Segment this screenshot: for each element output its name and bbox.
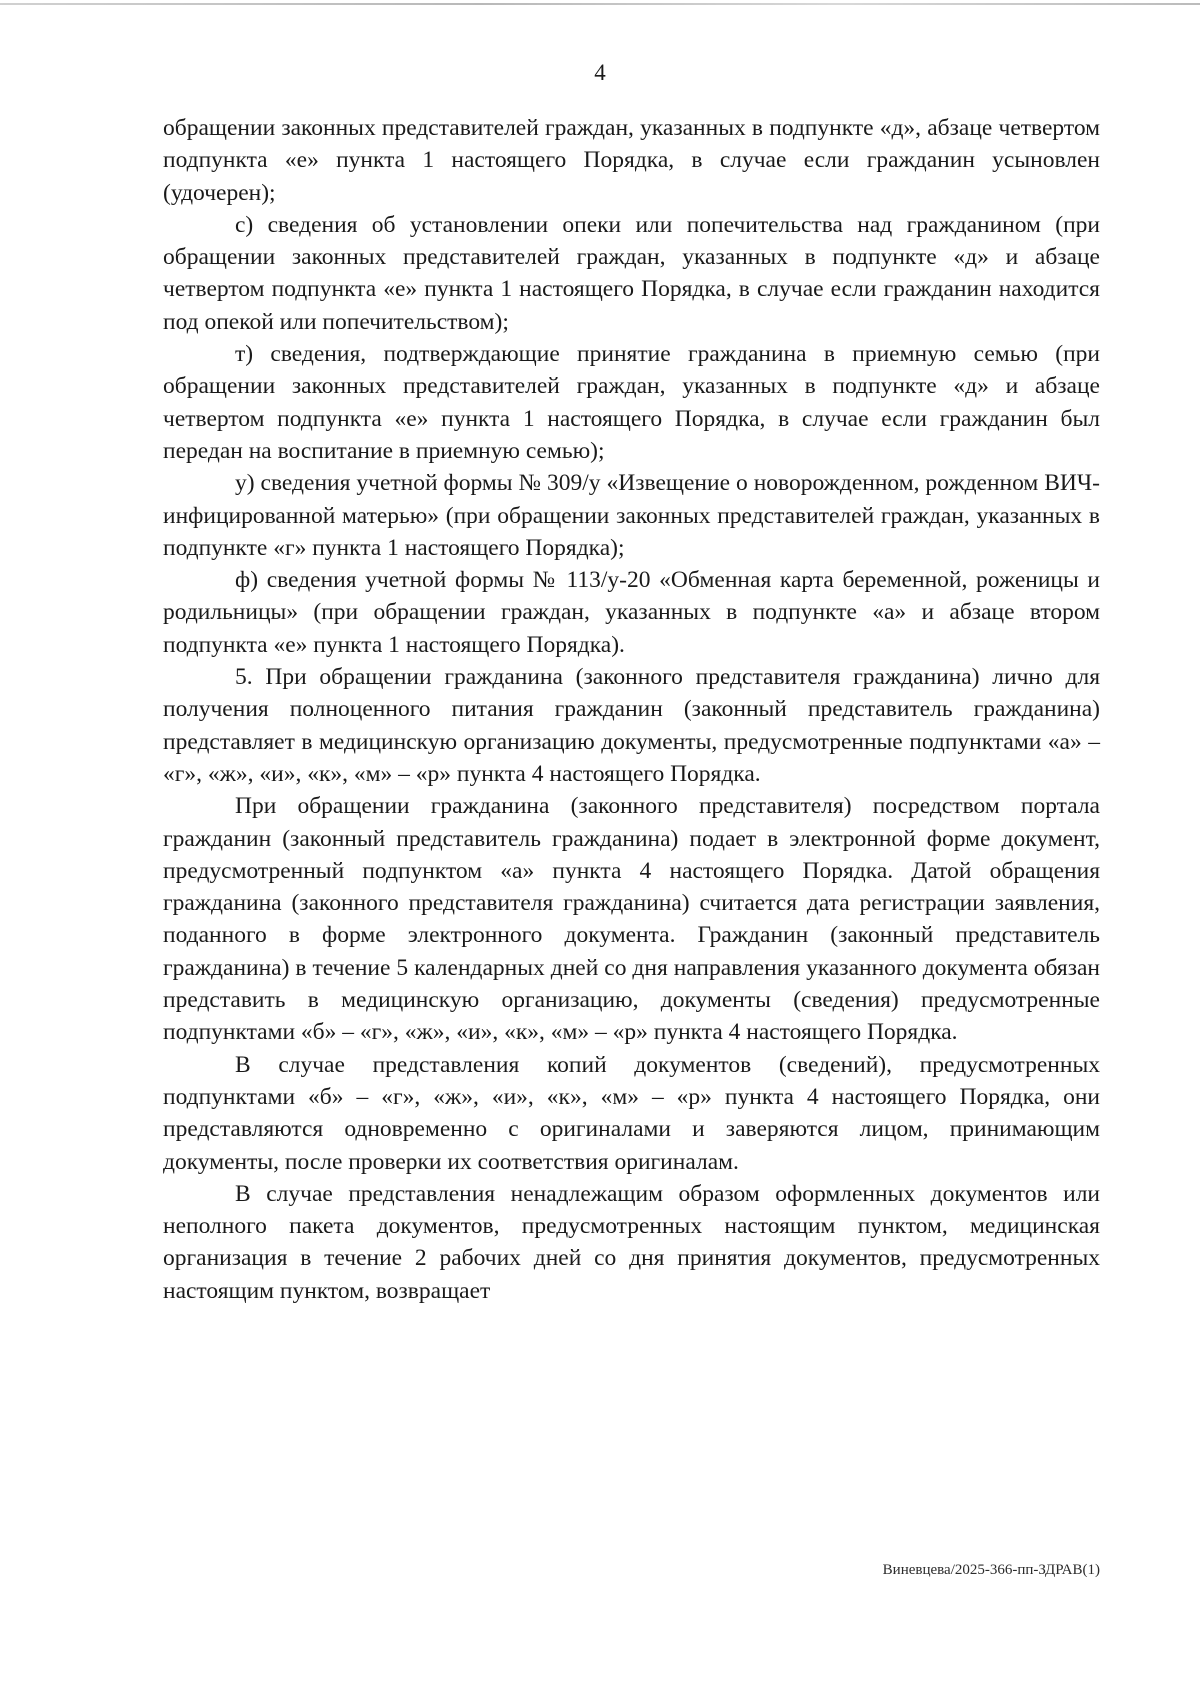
paragraph-copies: В случае представления копий документов (сведений), предусмотренных подпунктами «б» – «г», «ж», «и», «к», «м» – «р» пункта 4 настоящего Порядка, они представляются одновременно с оригиналами и заверяются лицом, принимающим документы, после проверки их соответствия оригиналам. bbox=[163, 1051, 1100, 1175]
scan-top-edge bbox=[0, 3, 1200, 5]
paragraph-clause-5: 5. При обращении гражданина (законного представителя гражданина) лично для получения полноценного питания гражданин (законный представитель гражданина) представляет в медицинскую организацию документы, предусмотренные подпунктами «а» – «г», «ж», «и», «к», «м» – «р» пункта 4 настоящего Порядка. bbox=[163, 664, 1100, 787]
paragraph-item-s: с) сведения об установлении опеки или попечительства над гражданином (при обращении законных представителей граждан, указанных в подпункте «д» и абзаце четвертом подпункта «е» пункта 1 настоящего Порядка, в случае если гражданин находится под опекой или попечительством); bbox=[163, 211, 1100, 335]
paragraph-item-u: у) сведения учетной формы № 309/у «Извещение о новорожденном, рожденном ВИЧ-инфицированной матерью» (при обращении законных представителей граждан, указанных в подпункте «г» пункта 1 настоящего Порядка); bbox=[163, 470, 1100, 561]
paragraph-continuation: обращении законных представителей граждан, указанных в подпункте «д», абзаце четвертом подпункта «е» пункта 1 настоящего Порядка, в случае если гражданин усыновлен (удочерен); bbox=[163, 115, 1100, 206]
paragraph-portal-submission: При обращении гражданина (законного представителя) посредством портала гражданин (законный представитель гражданина) подает в электронной форме документ, предусмотренный подпунктом «а» пункта 4 настоящего Порядка. Датой обращения гражданина (законного представителя гражданина) считается дата регистрации заявления, поданного в форме электронного документа. Гражданин (законный представитель гражданина) в течение 5 календарных дней со дня направления указанного документа обязан представить в медицинскую организацию, документы (сведения) предусмотренные подпунктами «б» – «г», «ж», «и», «к», «м» – «р» пункта 4 настоящего Порядка. bbox=[163, 793, 1100, 1046]
document-footer-reference: Виневцева/2025-366-пп-ЗДРАВ(1) bbox=[882, 1562, 1100, 1578]
paragraph-item-f: ф) сведения учетной формы № 113/у-20 «Обменная карта беременной, роженицы и родильницы» (при обращении граждан, указанных в подпункте «а» и абзаце втором подпункта «е» пункта 1 настоящего Порядка). bbox=[163, 567, 1100, 658]
page-number: 4 bbox=[594, 60, 606, 85]
paragraph-item-t: т) сведения, подтверждающие принятие гражданина в приемную семью (при обращении законных представителей граждан, указанных в подпункте «д» и абзаце четвертом подпункта «е» пункта 1 настоящего Порядка, в случае если гражданин был передан на воспитание в приемную семью); bbox=[163, 341, 1100, 464]
paragraph-improper-documents: В случае представления ненадлежащим образом оформленных документов или неполного пакета документов, предусмотренных настоящим пунктом, медицинская организация в течение 2 рабочих дней со дня принятия документов, предусмотренных настоящим пунктом, возвращает bbox=[163, 1180, 1100, 1304]
document-body bbox=[163, 112, 1100, 1307]
